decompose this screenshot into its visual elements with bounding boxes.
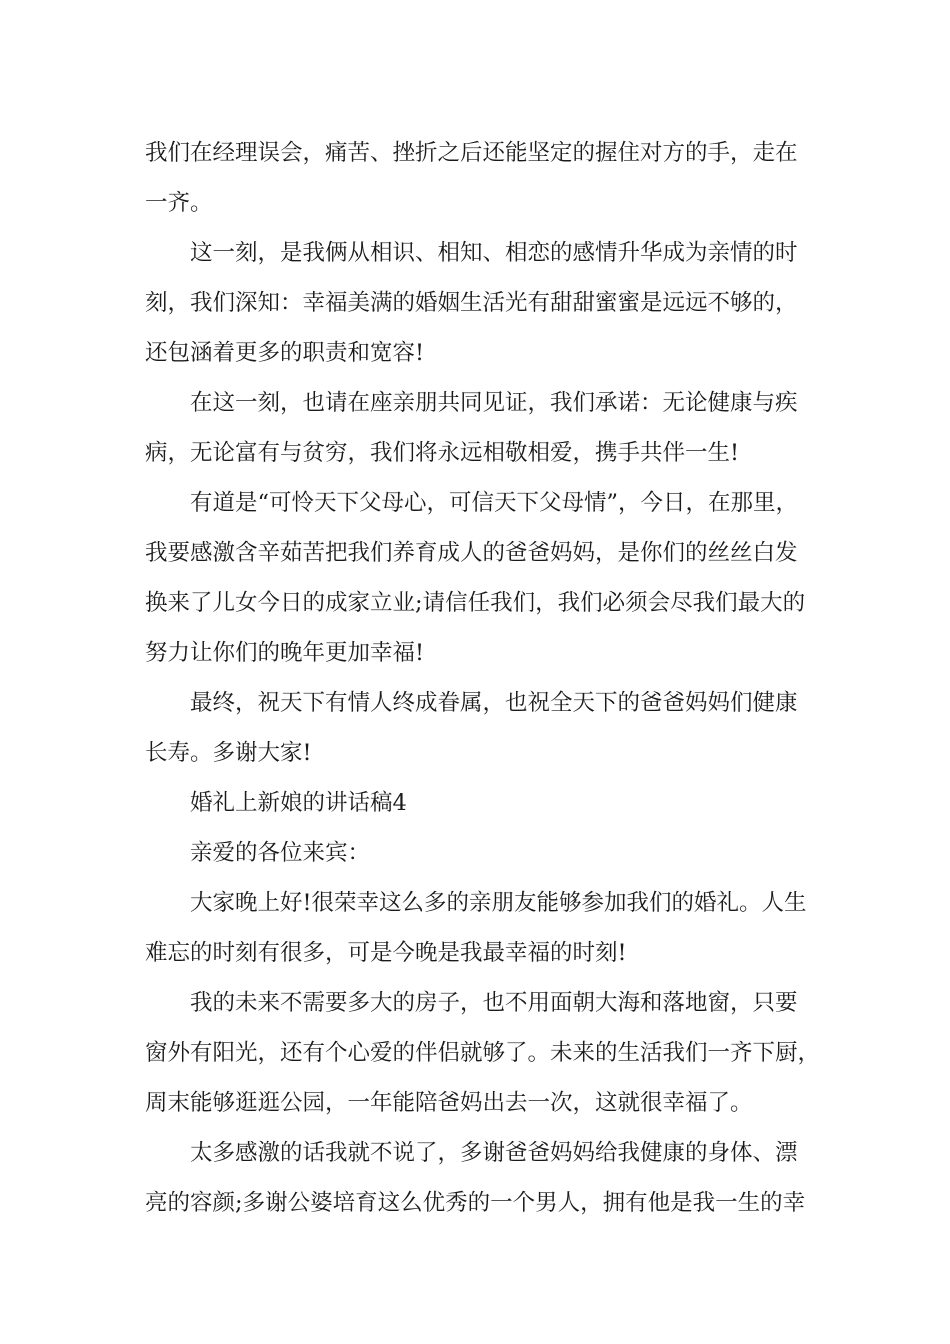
text-line: 我要感激含辛茹苦把我们养育成人的爸爸妈妈，是你们的丝丝白发 <box>145 540 798 566</box>
text-line: 最终，祝天下有情人终成眷属，也祝全天下的爸爸妈妈们健康 <box>190 690 798 716</box>
text-line: 刻，我们深知：幸福美满的婚姻生活光有甜甜蜜蜜是远远不够的， <box>145 290 798 316</box>
text-line: 换来了儿女今日的成家立业;请信任我们，我们必须会尽我们最大的 <box>145 590 806 616</box>
text-line: 有道是“可怜天下父母心，可信天下父母情”，今日，在那里， <box>190 490 799 516</box>
text-line: 周末能够逛逛公园，一年能陪爸妈出去一次，这就很幸福了。 <box>145 1090 753 1116</box>
text-line: 窗外有阳光，还有个心爱的伴侣就够了。未来的生活我们一齐下厨， <box>145 1040 821 1066</box>
text-line: 病，无论富有与贫穷，我们将永远相敬相爱，携手共伴一生! <box>145 440 740 466</box>
section-heading: 婚礼上新娘的讲话稿4 <box>190 790 407 816</box>
text-line: 大家晚上好!很荣幸这么多的亲朋友能够参加我们的婚礼。人生 <box>190 890 807 916</box>
text-line: 努力让你们的晚年更加幸福! <box>145 640 425 666</box>
text-line: 我们在经理误会，痛苦、挫折之后还能坚定的握住对方的手，走在 <box>145 140 798 166</box>
text-line: 还包涵着更多的职责和宽容! <box>145 340 425 366</box>
text-line: 难忘的时刻有很多，可是今晚是我最幸福的时刻! <box>145 940 627 966</box>
text-line: 太多感激的话我就不说了，多谢爸爸妈妈给我健康的身体、漂 <box>190 1140 798 1166</box>
text-line: 亮的容颜;多谢公婆培育这么优秀的一个男人，拥有他是我一生的幸 <box>145 1190 806 1216</box>
salutation: 亲爱的各位来宾： <box>190 840 371 866</box>
document-body <box>145 128 821 1228</box>
text-line: 我的未来不需要多大的房子，也不用面朝大海和落地窗，只要 <box>190 990 798 1016</box>
text-line: 在这一刻，也请在座亲朋共同见证，我们承诺：无论健康与疾 <box>190 390 798 416</box>
text-line: 一齐。 <box>145 190 213 216</box>
text-line: 这一刻，是我俩从相识、相知、相恋的感情升华成为亲情的时 <box>190 240 798 266</box>
text-line: 长寿。多谢大家! <box>145 740 312 766</box>
